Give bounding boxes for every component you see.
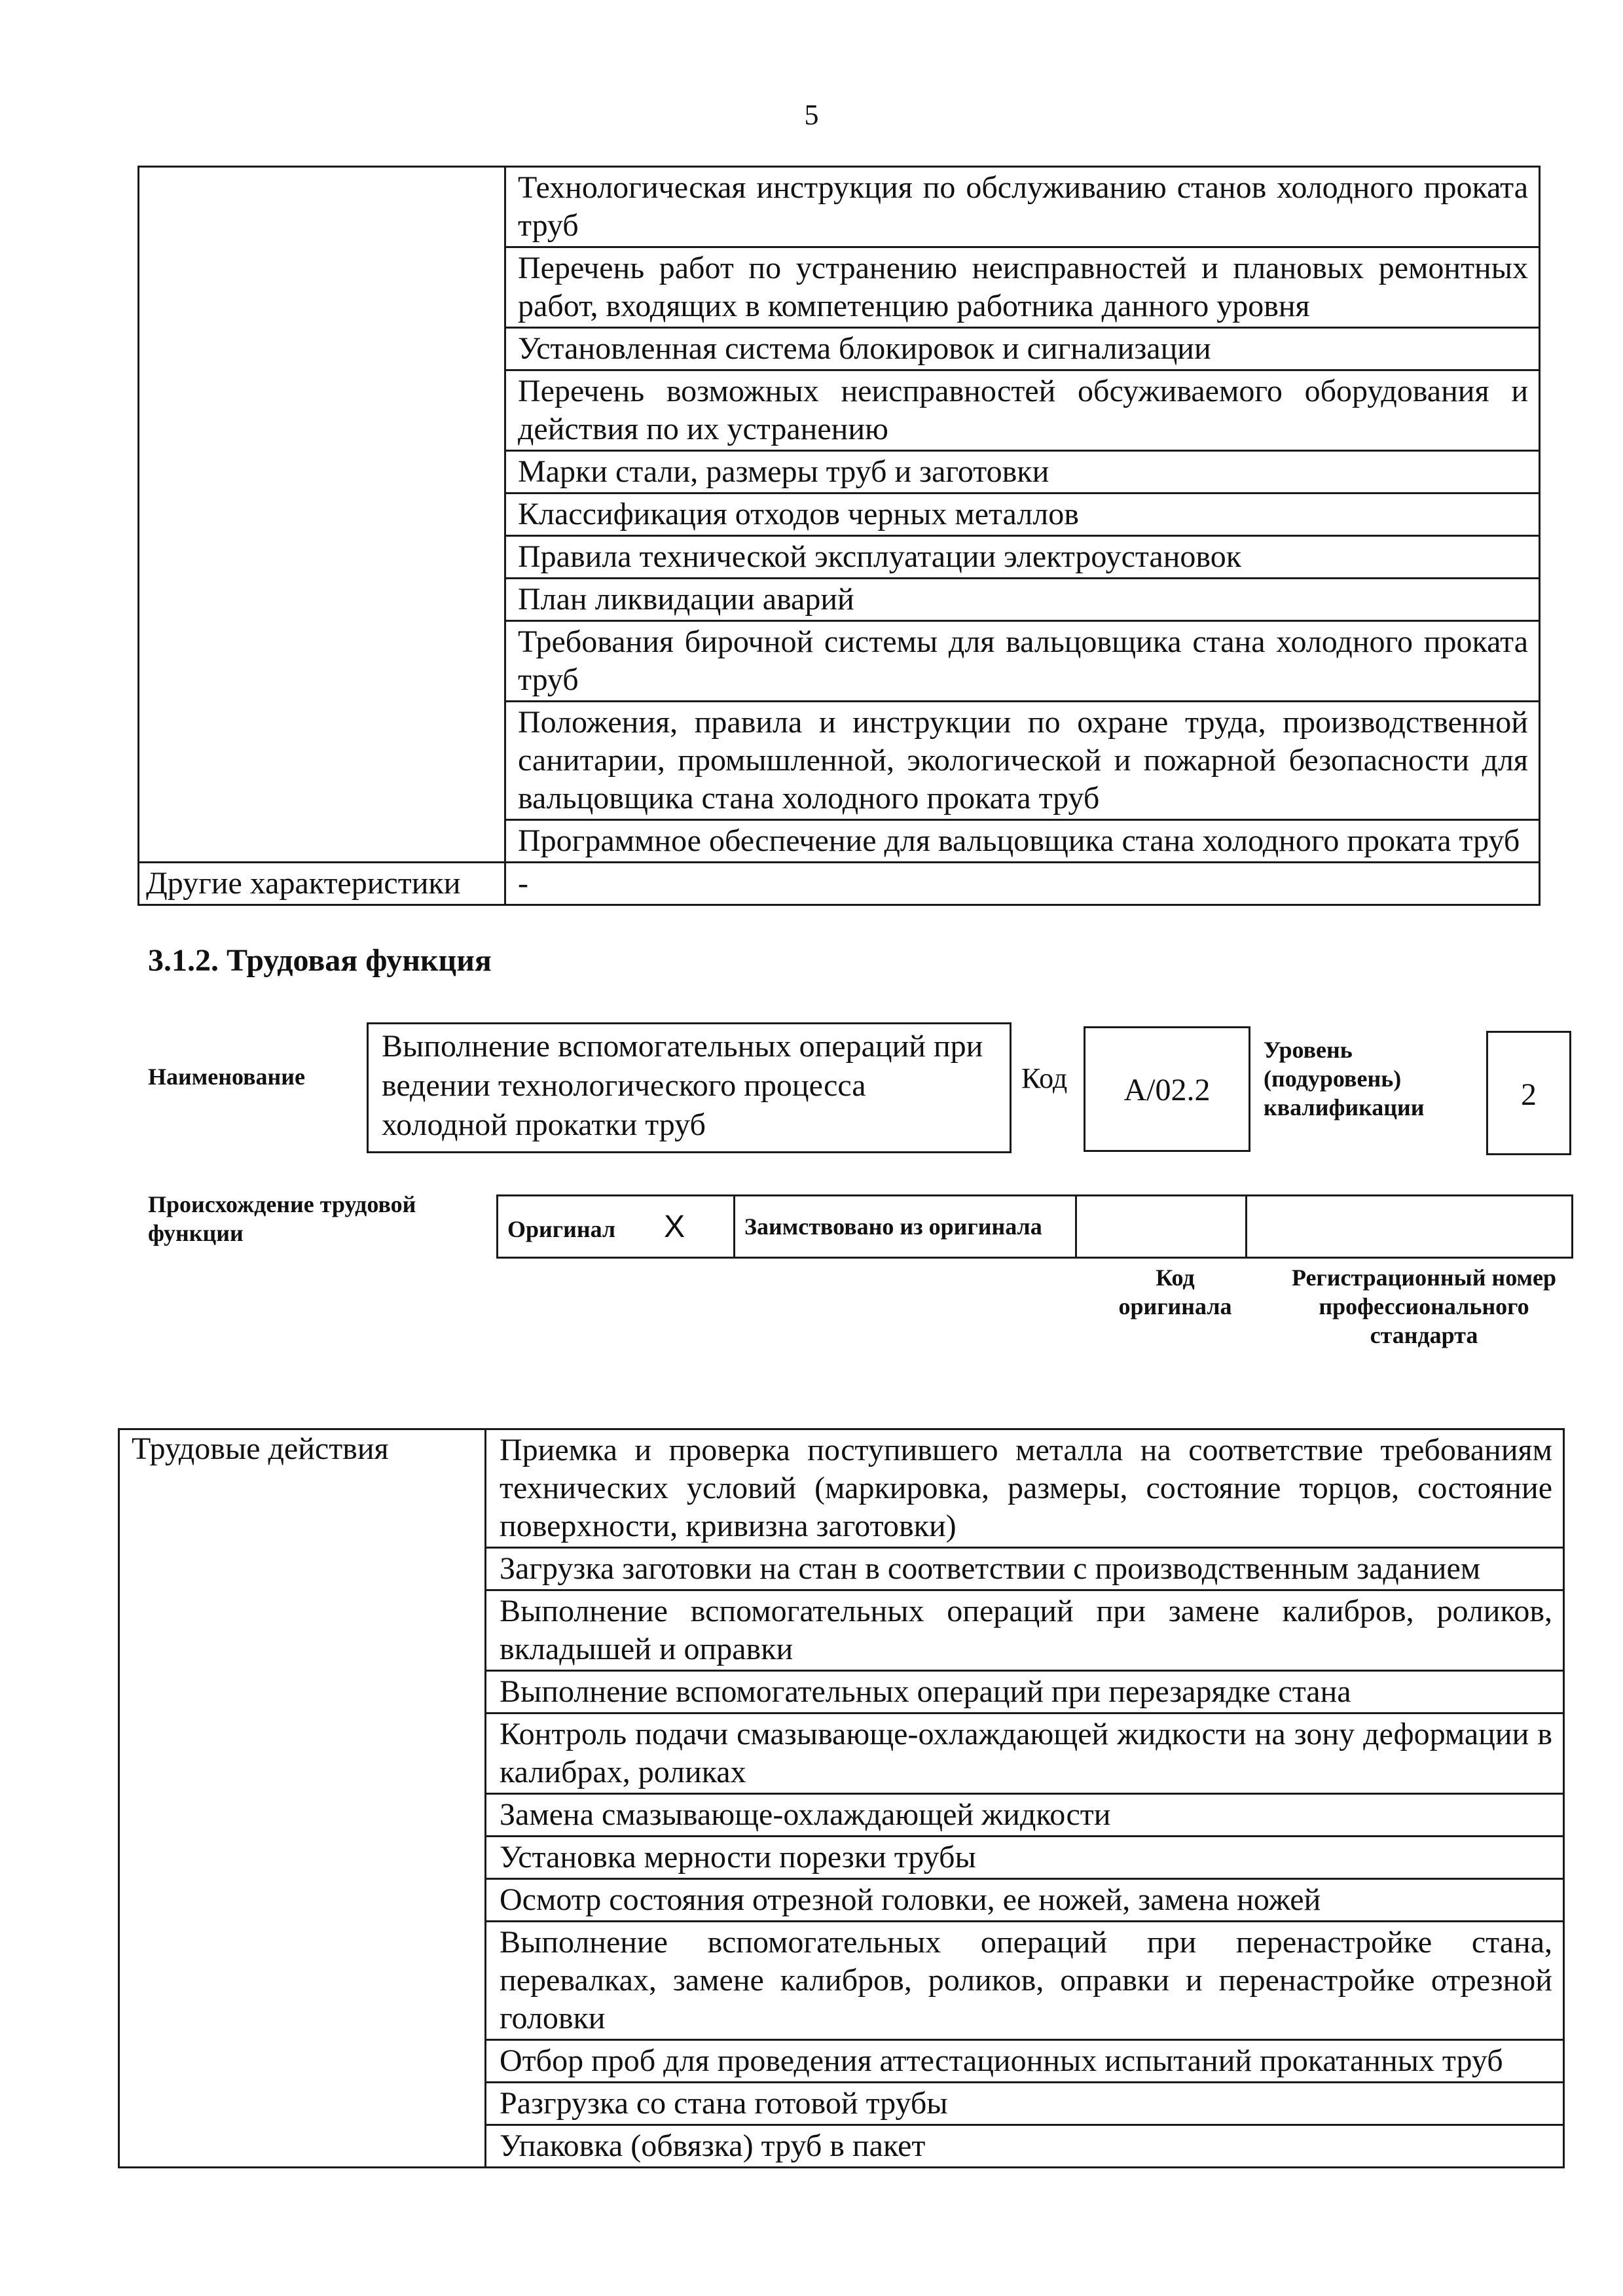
table-row [139, 167, 1540, 247]
knowledge-item: Положения, правила и инструкции по охране труда, производственной санитарии, промышленной, экологической и пожарной безопасности для вальцовщика стана холодного проката труб [505, 702, 1540, 820]
borrowed-label: Заимствовано из оригинала [735, 1196, 1076, 1258]
labor-action-item: Выполнение вспомогательных операций при перезарядке стана [486, 1671, 1564, 1713]
knowledge-item: Перечень возможных неисправностей обсуживаемого оборудования и действия по их устранению [505, 370, 1540, 451]
table-row [139, 863, 1540, 905]
knowledge-item: Классификация отходов черных металлов [505, 493, 1540, 536]
labor-action-item: Установка мерности порезки трубы [486, 1837, 1564, 1879]
knowledge-item: Перечень работ по устранению неисправностей и плановых ремонтных работ, входящих в компетенцию работника данного уровня [505, 247, 1540, 328]
function-name-value: Выполнение вспомогательных операций при ведении технологического процесса холодной прокатки труб [367, 1022, 1012, 1153]
original-code-caption: Код оригинала [1118, 1265, 1232, 1319]
section-heading: 3.1.2. Трудовая функция [148, 943, 492, 978]
labor-action-item: Контроль подачи смазывающе-охлаждающей жидкости на зону деформации в калибрах, роликах [486, 1713, 1564, 1794]
knowledge-table [137, 166, 1541, 906]
labor-action-item: Выполнение вспомогательных операций при замене калибров, роликов, вкладышей и оправки [486, 1590, 1564, 1671]
origin-original-cell [498, 1196, 735, 1258]
empty-label-cell [139, 167, 505, 863]
other-characteristics-value: - [505, 863, 1540, 905]
labor-action-item: Осмотр состояния отрезной головки, ее ножей, замена ножей [486, 1879, 1564, 1922]
knowledge-item: План ликвидации аварий [505, 579, 1540, 621]
knowledge-item: Требования бирочной системы для вальцовщика стана холодного проката труб [505, 621, 1540, 702]
labor-action-item: Упаковка (обвязка) труб в пакет [486, 2125, 1564, 2168]
qualification-level-value: 2 [1486, 1031, 1571, 1155]
knowledge-item: Установленная система блокировок и сигнализации [505, 328, 1540, 370]
registration-number-caption: Регистрационный номер профессионального стандарта [1291, 1265, 1557, 1348]
table-row [119, 1429, 1564, 1548]
name-label: Наименование [148, 1064, 305, 1090]
original-mark: X [664, 1209, 685, 1244]
labor-action-item: Отбор проб для проведения аттестационных испытаний прокатанных труб [486, 2040, 1564, 2083]
original-label: Оригинал [507, 1215, 616, 1242]
code-label: Код [1021, 1062, 1068, 1094]
registration-number-cell [1247, 1196, 1573, 1258]
labor-action-item: Приемка и проверка поступившего металла на соответствие требованиям технических условий (маркировка, размеры, состояние торцов, состояние поверхности, кривизна заготовки) [486, 1429, 1564, 1548]
knowledge-item: Марки стали, размеры труб и заготовки [505, 451, 1540, 493]
function-code-value: A/02.2 [1084, 1026, 1250, 1152]
knowledge-item: Технологическая инструкция по обслуживанию станов холодного проката труб [505, 167, 1540, 247]
labor-action-item: Выполнение вспомогательных операций при перенастройке стана, перевалках, замене калибров, роликов, оправки и перенастройке отрезной головки [486, 1922, 1564, 2040]
other-characteristics-label: Другие характеристики [139, 863, 505, 905]
labor-action-item: Разгрузка со стана готовой трубы [486, 2083, 1564, 2125]
knowledge-item: Программное обеспечение для вальцовщика стана холодного проката труб [505, 820, 1540, 863]
page-number: 5 [804, 99, 819, 131]
labor-action-item: Загрузка заготовки на стан в соответствии с производственным заданием [486, 1548, 1564, 1590]
labor-actions-table [118, 1428, 1565, 2168]
knowledge-item: Правила технической эксплуатации электроустановок [505, 536, 1540, 579]
qualification-level-label: Уровень (подуровень) квалификации [1264, 1037, 1425, 1121]
labor-actions-label: Трудовые действия [119, 1429, 486, 2168]
table-row [498, 1196, 1573, 1258]
origin-label: Происхождение трудовой функции [148, 1191, 416, 1246]
original-code-cell [1076, 1196, 1247, 1258]
labor-action-item: Замена смазывающе-охлаждающей жидкости [486, 1794, 1564, 1837]
origin-table [496, 1194, 1573, 1259]
